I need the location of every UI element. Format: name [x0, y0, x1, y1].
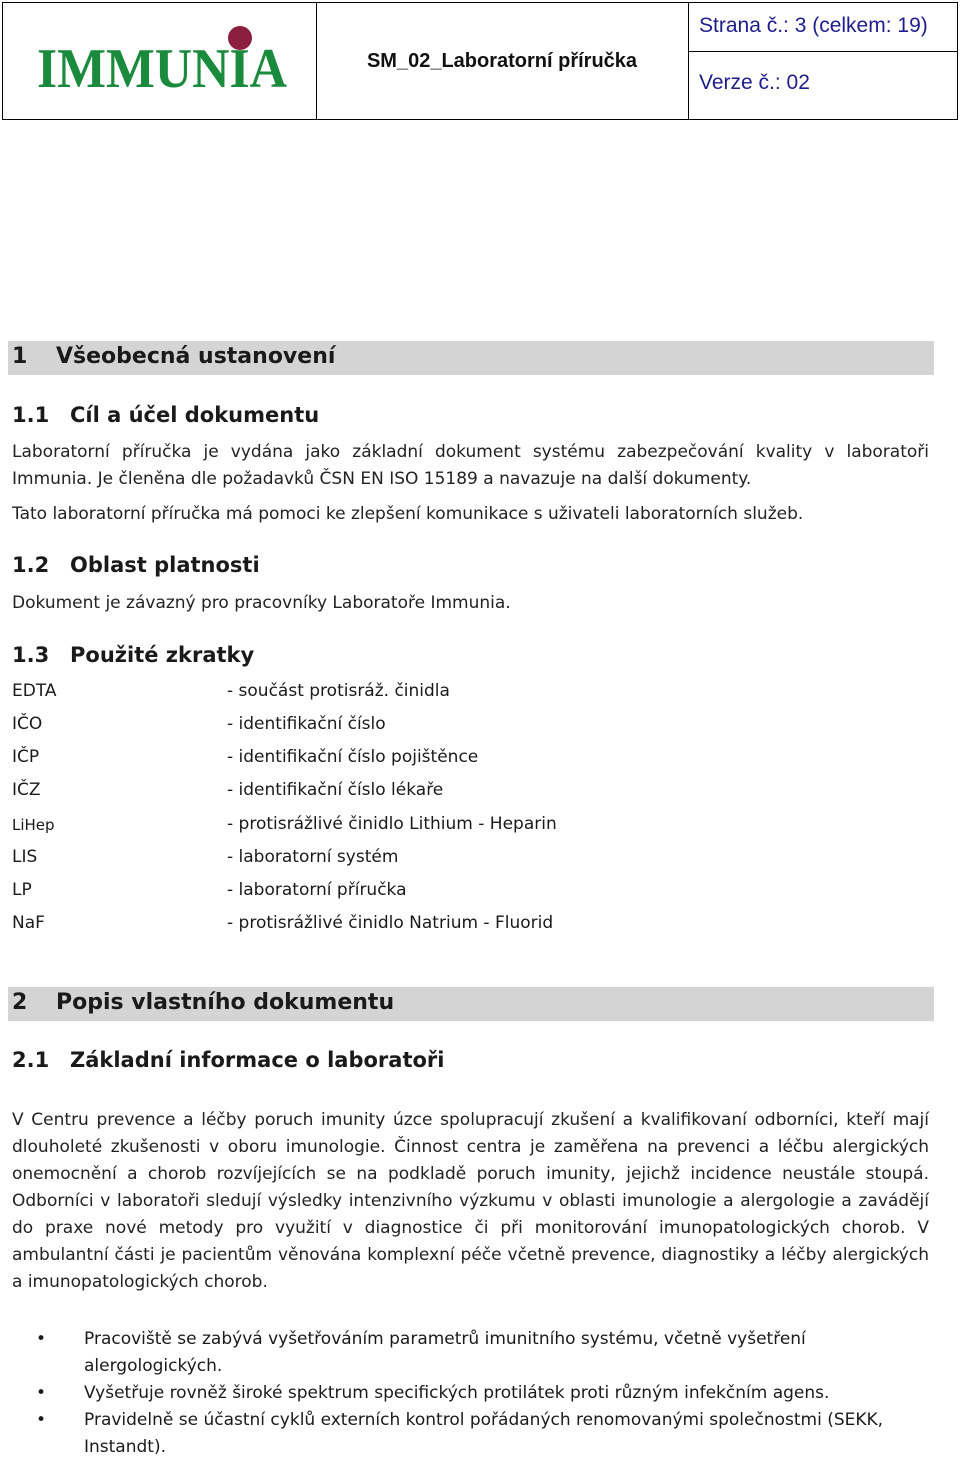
subsection-number: 2.1	[12, 1048, 50, 1072]
section-title: Popis vlastního dokumentu	[56, 990, 395, 1015]
section-number: 2	[12, 990, 28, 1015]
paragraph-purpose: Laboratorní příručka je vydána jako základní dokument systému zabezpečování kvality v laboratoři Immunia. Je členěna dle požadavků ČSN EN ISO 15189 a navazuje na další dokumenty.	[12, 442, 929, 489]
abbreviation-definition: - identifikační číslo	[227, 714, 386, 734]
abbreviation-term: IČO	[12, 714, 43, 734]
bullet-icon: •	[36, 1329, 47, 1349]
abbreviation-definition: - protisrážlivé činidlo Lithium - Heparin	[227, 814, 557, 834]
abbreviation-term: NaF	[12, 913, 45, 933]
section-number: 1	[12, 344, 28, 369]
abbreviation-definition: - laboratorní příručka	[227, 880, 407, 900]
abbreviation-term: LiHep	[12, 816, 55, 834]
bullet-icon: •	[36, 1383, 47, 1403]
logo-cell	[3, 3, 317, 119]
abbreviation-definition: - identifikační číslo pojištěnce	[227, 747, 479, 767]
subsection-title: Cíl a účel dokumentu	[70, 403, 320, 427]
subsection-number: 1.3	[12, 643, 50, 667]
section-1-3-heading	[12, 643, 254, 667]
paragraph-communication: Tato laboratorní příručka má pomoci ke zlepšení komunikace s uživateli laboratorních služeb.	[12, 504, 804, 524]
subsection-number: 1.2	[12, 553, 50, 577]
paragraph-lab-info: V Centru prevence a léčby poruch imunity úzce spolupracují zkušení a kvalifikovaní odborníci, kteří mají dlouholeté zkušenosti v oboru imunologie. Činnost centra je zaměřena na prevenci a léčbu alergických onemocnění a chorob rozvíjejících se na podkladě poruch imunity, jejichž incidence neustále stoupá. Odborníci v laboratoři sledují výsledky intenzivního výzkumu v oblasti imunologie a alergologie a zavádějí do praxe nové metody pro využití v diagnostice či při monitorování imunopatologických chorob. V ambulantní části je pacientům věnována komplexní péče včetně prevence, diagnostiky a léčby alergických a imunopatologických chorob.	[12, 1110, 929, 1292]
section-1-2-heading	[12, 553, 260, 577]
section-1-1-heading	[12, 403, 319, 427]
doc-title-cell	[316, 3, 689, 119]
list-item-text: Vyšetřuje rovněž široké spektrum specifických protilátek proti různým infekčním agens.	[84, 1383, 830, 1403]
bullet-list	[36, 1326, 916, 1461]
subsection-title: Oblast platnosti	[70, 553, 260, 577]
abbreviation-term: EDTA	[12, 681, 57, 701]
section-1-heading	[8, 341, 934, 375]
bullet-icon: •	[36, 1410, 47, 1430]
subsection-number: 1.1	[12, 403, 50, 427]
abbreviation-definition: - protisrážlivé činidlo Natrium - Fluorid	[227, 913, 554, 933]
abbreviation-term: LP	[12, 880, 32, 900]
page-header	[2, 2, 958, 120]
list-item	[36, 1380, 916, 1407]
abbreviation-definition: - součást protisráž. činidla	[227, 681, 450, 701]
abbreviation-term: IČP	[12, 747, 40, 767]
immunia-logo	[37, 25, 289, 93]
abbreviation-definition: - laboratorní systém	[227, 847, 399, 867]
subsection-title: Základní informace o laboratoři	[70, 1048, 445, 1072]
section-title: Všeobecná ustanovení	[56, 344, 336, 369]
svg-text:IMMUNIA: IMMUNIA	[37, 38, 288, 93]
list-item-text: Pracoviště se zabývá vyšetřováním parametrů imunitního systému, včetně vyšetření alergologických.	[84, 1329, 806, 1376]
list-item	[36, 1407, 916, 1461]
section-2-1-heading	[12, 1048, 444, 1072]
page-number: Strana č.: 3 (celkem: 19)	[699, 14, 928, 37]
abbreviation-definition: - identifikační číslo lékaře	[227, 780, 444, 800]
paragraph-scope: Dokument je závazný pro pracovníky Laboratoře Immunia.	[12, 593, 511, 613]
subsection-title: Použité zkratky	[70, 643, 255, 667]
list-item-text: Pravidelně se účastní cyklů externích kontrol pořádaných renomovanými společnostmi (SEKK, Instandt).	[84, 1410, 884, 1457]
page-info-cell	[688, 3, 957, 119]
section-2-heading	[8, 987, 934, 1021]
document-title: SM_02_Laboratorní příručka	[366, 49, 638, 72]
version-number: Verze č.: 02	[699, 71, 810, 94]
list-item	[36, 1326, 916, 1380]
abbreviation-term: IČZ	[12, 780, 41, 800]
abbreviation-term: LIS	[12, 847, 38, 867]
